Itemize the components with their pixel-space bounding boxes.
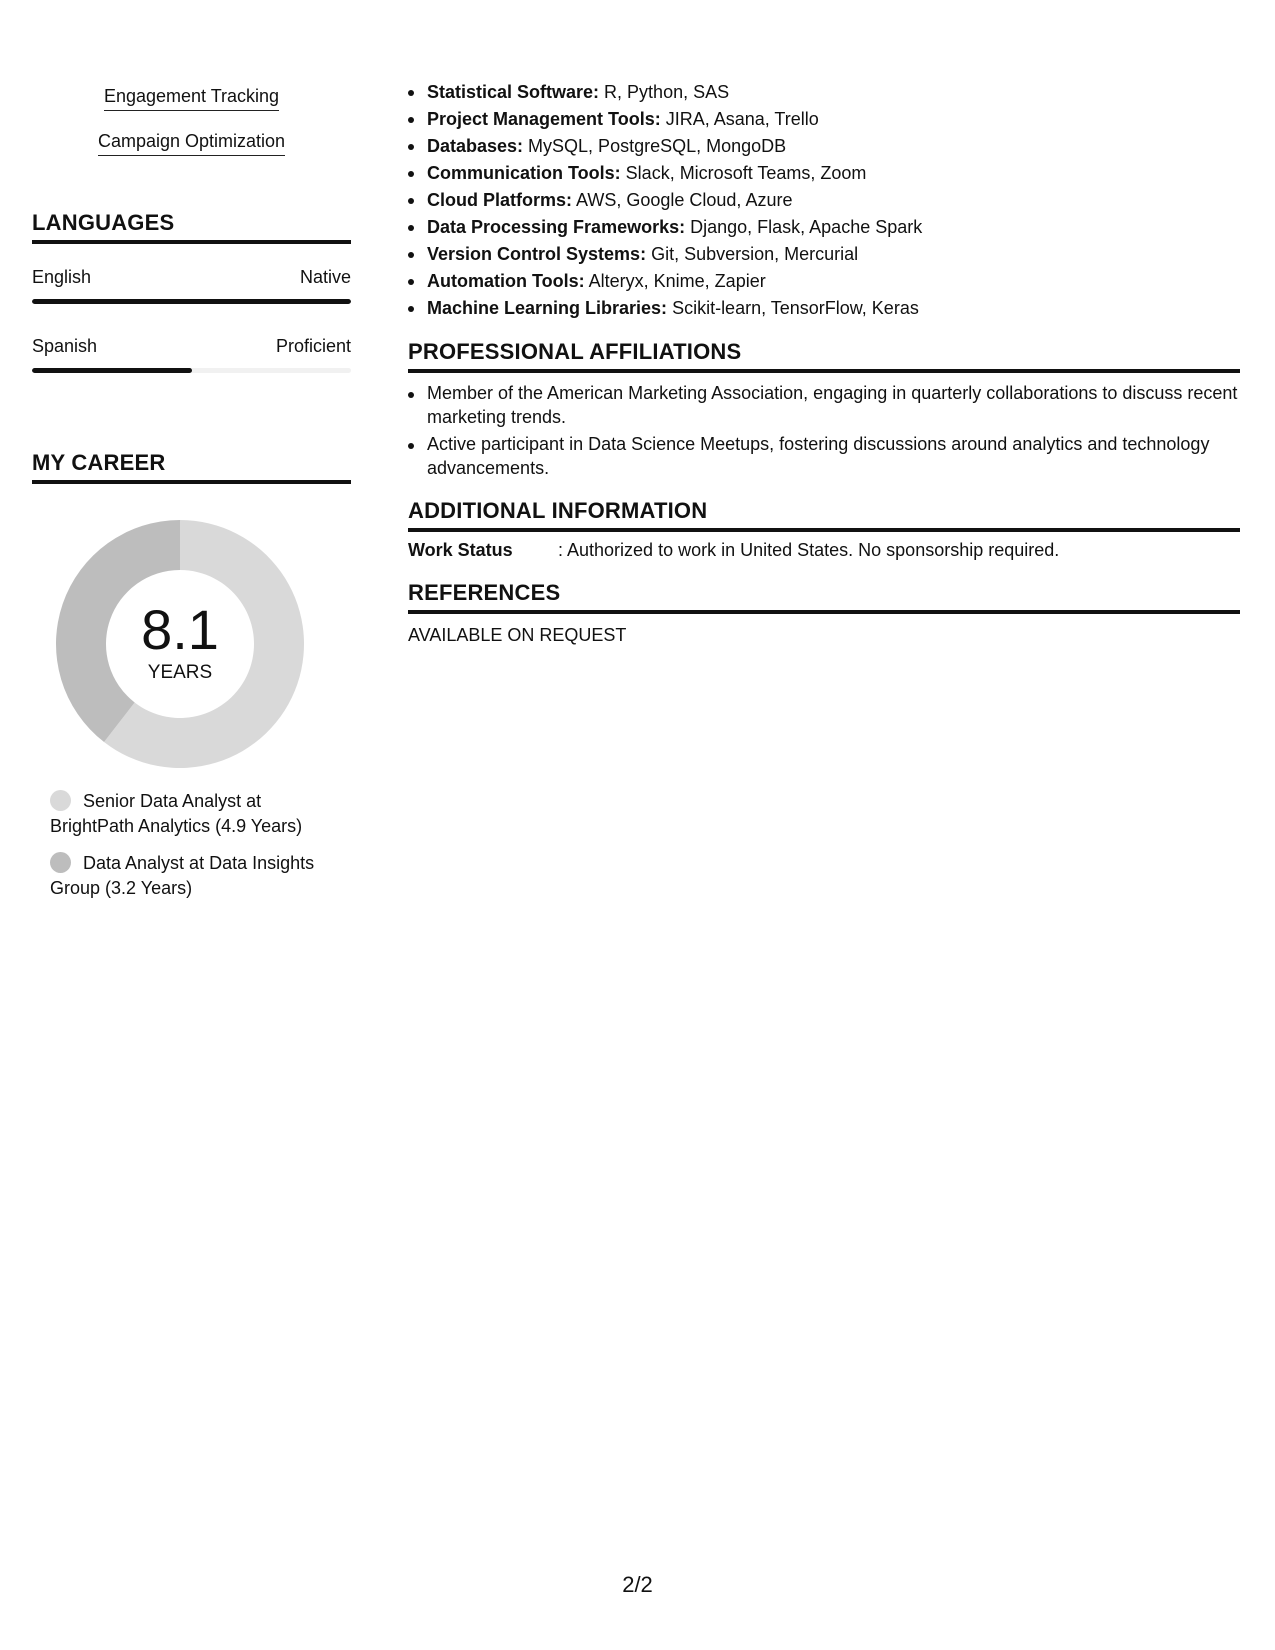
language-name: English [32,267,92,287]
career-heading: MY CAREER [32,450,351,484]
references-heading: REFERENCES [408,580,1240,614]
skill-item [408,160,1240,187]
language-bar-fill [32,299,351,304]
skill-tag-label: Engagement Tracking [104,86,279,111]
skill-values: Scikit-learn, TensorFlow, Keras [667,298,919,318]
career-total-unit: YEARS [147,662,213,683]
skill-tag-label: Campaign Optimization [98,131,285,156]
skill-item [408,241,1240,268]
skill-category: Communication Tools: [427,163,621,183]
skill-values: MySQL, PostgreSQL, MongoDB [523,136,787,156]
skill-item [408,187,1240,214]
skill-category: Machine Learning Libraries: [427,298,668,318]
career-legend-item [50,789,350,839]
career-total-years: 8.1 [141,598,219,661]
work-status-value: : Authorized to work in United States. No sponsorship required. [558,540,1060,560]
skill-category: Data Processing Frameworks: [427,217,686,237]
skill-category: Project Management Tools: [427,109,661,129]
skill-item [408,133,1240,160]
skills-list [408,79,1240,322]
affiliation-item: Active participant in Data Science Meetups, fostering discussions around analytics and technology advancements. [408,432,1240,480]
donut-center [56,520,304,768]
affiliation-item: Member of the American Marketing Association, engaging in quarterly collaborations to discuss recent marketing trends. [408,381,1240,429]
work-status-row [408,540,1240,564]
affiliations-list [408,381,1240,483]
skill-item [408,79,1240,106]
skill-item [408,214,1240,241]
work-status-label: Work Status [408,540,513,560]
language-level: Native [299,267,351,287]
skill-tag [32,86,351,111]
legend-label: Senior Data Analyst at BrightPath Analytics (4.9 Years) [50,791,303,836]
skill-values: Git, Subversion, Mercurial [646,244,859,264]
skill-category: Cloud Platforms: [427,190,573,210]
skill-values: Alteryx, Knime, Zapier [584,271,766,291]
skill-item [408,295,1240,322]
language-row-english [32,267,351,291]
language-bar-spanish [32,368,351,373]
skill-values: Slack, Microsoft Teams, Zoom [620,163,867,183]
career-legend-item [50,851,350,901]
language-bar-fill [32,368,192,373]
affiliations-heading: PROFESSIONAL AFFILIATIONS [408,339,1240,373]
legend-label: Data Analyst at Data Insights Group (3.2 Years) [50,853,315,898]
language-row-spanish [32,336,351,360]
language-level: Proficient [275,336,351,356]
additional-info-heading: ADDITIONAL INFORMATION [408,498,1240,532]
skill-item [408,106,1240,133]
skill-tag [32,131,351,156]
references-text: AVAILABLE ON REQUEST [408,625,627,645]
skill-category: Databases: [427,136,524,156]
languages-heading: LANGUAGES [32,210,351,244]
skill-category: Statistical Software: [427,82,600,102]
skill-values: Django, Flask, Apache Spark [685,217,923,237]
legend-dot-icon [50,852,71,873]
legend-dot-icon [50,790,71,811]
skill-values: R, Python, SAS [599,82,730,102]
skill-item [408,268,1240,295]
skill-category: Version Control Systems: [427,244,647,264]
skill-values: JIRA, Asana, Trello [660,109,819,129]
skill-category: Automation Tools: [427,271,585,291]
language-name: Spanish [32,336,98,356]
skill-values: AWS, Google Cloud, Azure [572,190,793,210]
page-number: 2/2 [622,1572,653,1597]
language-bar-english [32,299,351,304]
